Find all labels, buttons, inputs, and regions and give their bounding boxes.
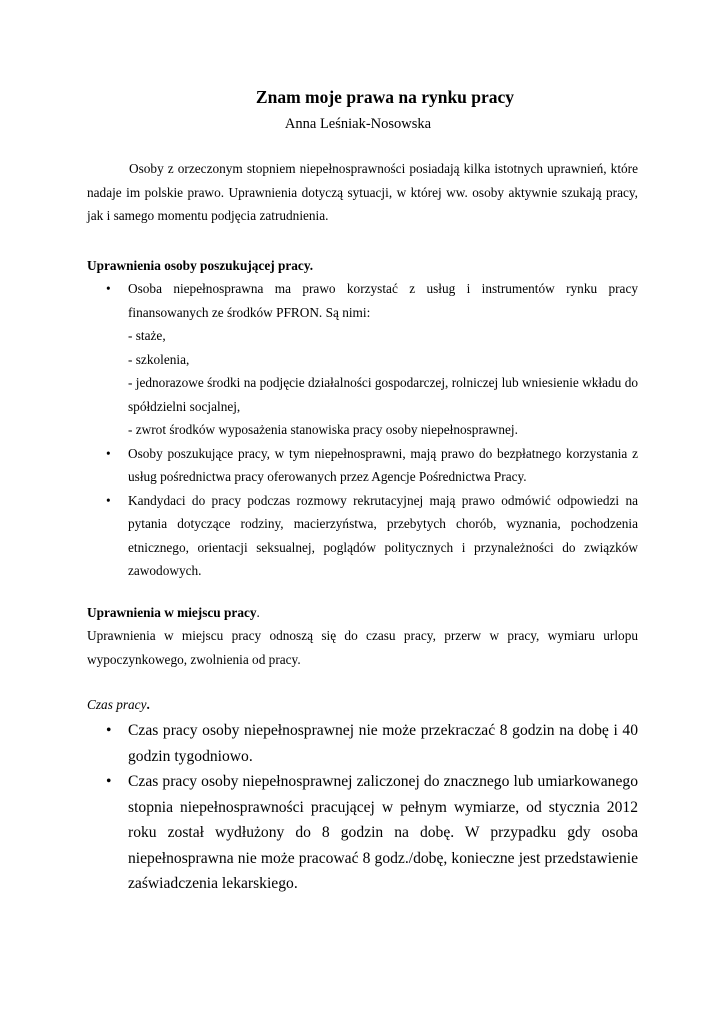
section3-heading-text: Czas pracy bbox=[87, 697, 147, 712]
bullet-icon: • bbox=[106, 445, 111, 461]
list-item-text: Czas pracy osoby niepełnosprawnej zaliczonej do znacznego lub umiarkowanego stopnia niepełnosprawności pracującej w pełnym wymiarze, od stycznia 2012 roku został wydłużony do 8 godzin na dobę. W przypadku gdy osoba niepełnosprawna nie może pracować 8 godz./dobę, konieczne jest przedstawienie zaświadczenia lekarskiego. bbox=[128, 773, 638, 892]
document-title: Znam moje prawa na rynku pracy bbox=[255, 87, 515, 107]
list-subline: - jednorazowe środki na podjęcie działalności gospodarczej, rolniczej lub wniesienie wkładu do spółdzielni socjalnej, bbox=[128, 375, 638, 414]
section2-heading-text: Uprawnienia w miejscu pracy bbox=[87, 605, 257, 620]
intro-paragraph bbox=[87, 157, 638, 228]
list-item bbox=[87, 769, 638, 897]
section2-paragraph: Uprawnienia w miejscu pracy odnoszą się do czasu pracy, przerw w pracy, wymiaru urlopu wypoczynkowego, zwolnienia od pracy. bbox=[87, 628, 638, 667]
list-subline: - staże, bbox=[128, 328, 166, 343]
list-item-text: Osoby poszukujące pracy, w tym niepełnosprawni, mają prawo do bezpłatnego korzystania z usług pośrednictwa pracy oferowanych przez Agencje Pośrednictwa Pracy. bbox=[128, 445, 638, 484]
document-author: Anna Leśniak-Nosowska bbox=[284, 116, 432, 132]
list-subline: - zwrot środków wyposażenia stanowiska pracy osoby niepełnosprawnej. bbox=[128, 422, 518, 437]
section2-heading bbox=[87, 603, 260, 623]
section3-list bbox=[87, 718, 638, 897]
list-subline: - szkolenia, bbox=[128, 351, 190, 367]
list-item bbox=[87, 489, 638, 583]
list-item bbox=[87, 718, 638, 769]
section2-heading-tail: . bbox=[256, 605, 260, 620]
list-item bbox=[87, 442, 638, 489]
intro-text: Osoby z orzeczonym stopniem niepełnosprawności posiadają kilka istotnych uprawnień, które nadaje im polskie prawo. Uprawnienia dotyczą sytuacji, w której ww. osoby aktywnie szukają pracy, jak i samego momentu podjęcia zatrudnienia. bbox=[87, 161, 638, 223]
bullet-icon: • bbox=[106, 773, 112, 790]
list-item-text: Osoba niepełnosprawna ma prawo korzystać z usług i instrumentów rynku pracy finansowanych ze środków PFRON. Są nimi: bbox=[128, 281, 638, 320]
bullet-icon: • bbox=[106, 492, 111, 508]
section3-heading bbox=[87, 695, 150, 715]
section3-heading-tail: . bbox=[146, 697, 150, 712]
section1-list bbox=[87, 277, 638, 583]
bullet-icon: • bbox=[106, 722, 112, 739]
list-item-text: Kandydaci do pracy podczas rozmowy rekrutacyjnej mają prawo odmówić odpowiedzi na pytania dotyczące rodziny, macierzyństwa, przebytych chorób, wyznania, pochodzenia etnicznego, orientacji seksualnej, poglądów politycznych i przynależności do związków zawodowych. bbox=[128, 492, 638, 578]
list-item bbox=[87, 277, 638, 442]
section1-heading: Uprawnienia osoby poszukującej pracy. bbox=[87, 258, 314, 273]
list-item-text: Czas pracy osoby niepełnosprawnej nie może przekraczać 8 godzin na dobę i 40 godzin tygodniowo. bbox=[128, 722, 638, 765]
bullet-icon: • bbox=[106, 281, 111, 296]
